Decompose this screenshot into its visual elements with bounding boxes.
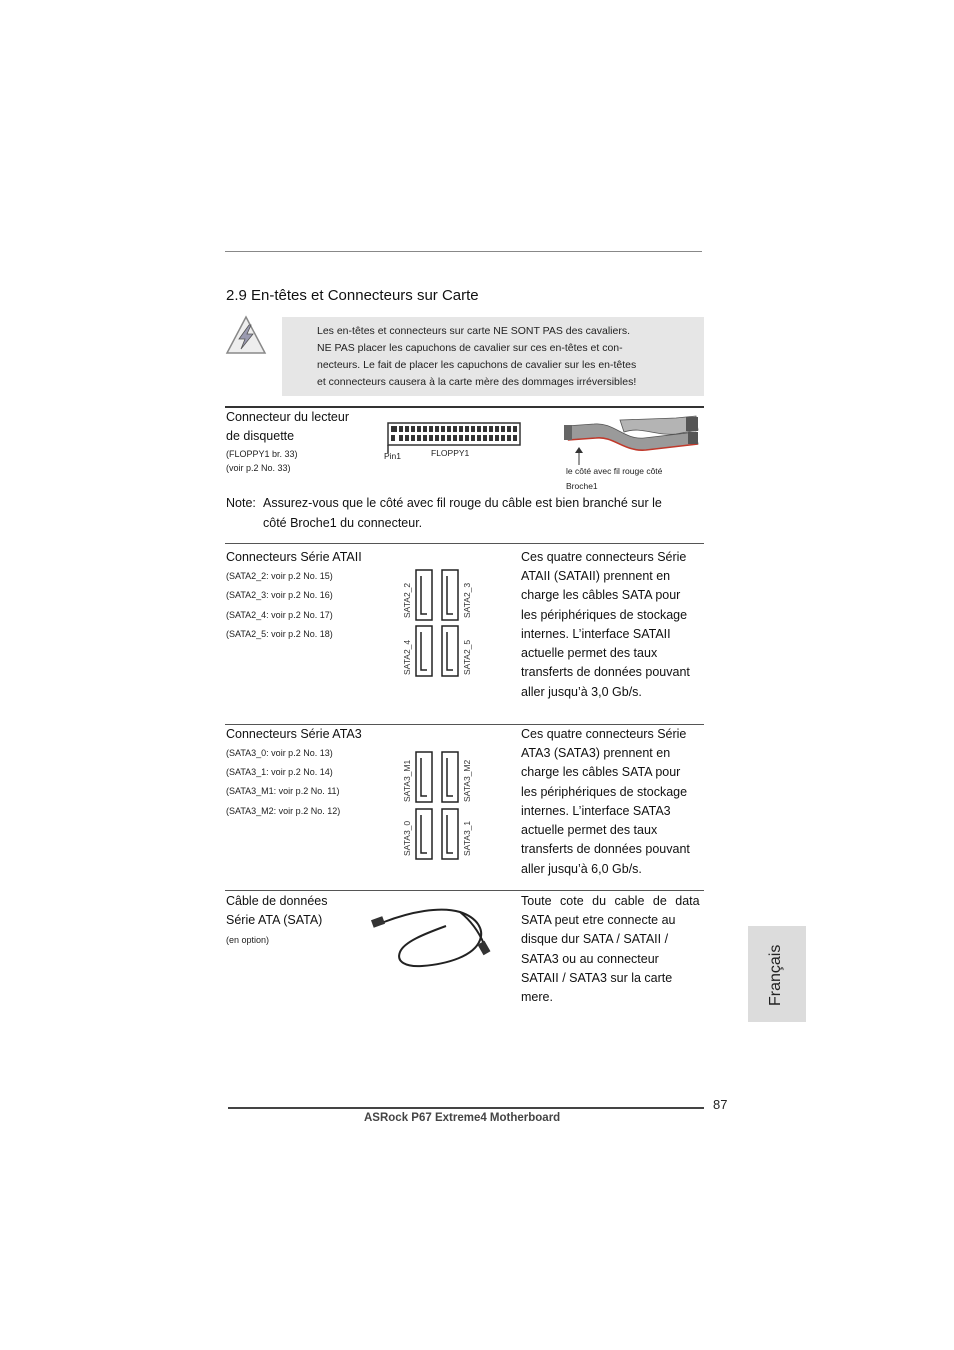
page-number: 87 — [713, 1097, 728, 1112]
cable-title: Série ATA (SATA) — [226, 913, 323, 927]
floppy-title: de disquette — [226, 429, 295, 443]
sata3-ref: (SATA3_0: voir p.2 No. 13) — [226, 748, 333, 758]
language-tab — [748, 926, 806, 1022]
pin1-label: Pin1 — [384, 451, 402, 461]
floppy-ref: (voir p.2 No. 33) — [226, 463, 291, 473]
sata3-ref: (SATA3_M2: voir p.2 No. 12) — [226, 806, 341, 816]
cable-desc-line: disque dur SATA / SATAII / — [521, 932, 669, 946]
warning-line: et connecteurs causera à la carte mère des dommages irréversibles! — [317, 376, 637, 388]
sataii-desc-line: charge les câbles SATA pour — [521, 588, 681, 602]
sataii-desc-line: internes. L’interface SATAII — [521, 627, 671, 641]
port-label: SATA2_2 — [402, 582, 412, 618]
cable-desc-line: SATA peut etre connecte au — [521, 913, 676, 927]
section-divider — [225, 543, 704, 544]
sataii-ref: (SATA2_5: voir p.2 No. 18) — [226, 629, 333, 639]
sata-cable-image — [370, 906, 496, 968]
note-text: côté Broche1 du connecteur. — [263, 516, 423, 530]
floppy-ribbon-cable-image — [564, 414, 700, 452]
arrow-up-icon — [575, 447, 583, 465]
warning-line: Les en-têtes et connecteurs sur carte NE SONT PAS des cavaliers. — [317, 325, 631, 337]
port-label: SATA3_1 — [462, 820, 472, 856]
sata3-desc-line: internes. L’interface SATA3 — [521, 804, 671, 818]
footer-text: ASRock P67 Extreme4 Motherboard — [364, 1112, 561, 1124]
sata3-ref: (SATA3_1: voir p.2 No. 14) — [226, 767, 333, 777]
cable-desc-line: Toute cote du cable de data — [521, 894, 700, 908]
note-text: Assurez-vous que le côté avec fil rouge du câble est bien branché sur le — [263, 496, 662, 510]
footer-rule — [228, 1107, 704, 1109]
sata3-desc-line: aller jusqu’à 6,0 Gb/s. — [521, 862, 642, 876]
sata3-desc-line: les périphériques de stockage — [521, 785, 688, 799]
sataii-desc-line: ATAII (SATAII) prennent en — [521, 569, 671, 583]
cable-title: Câble de données — [226, 894, 328, 908]
sata3-ports-diagram — [414, 750, 460, 862]
cable-caption: le côté avec fil rouge côté — [566, 466, 663, 476]
port-label: SATA2_5 — [462, 639, 472, 675]
port-label: SATA2_4 — [402, 639, 412, 675]
sata3-desc-line: transferts de données pouvant — [521, 842, 690, 856]
cable-desc-line: SATAII / SATA3 sur la carte — [521, 971, 673, 985]
warning-box — [282, 317, 704, 396]
port-label: SATA2_3 — [462, 582, 472, 618]
warning-triangle-icon — [225, 315, 267, 355]
port-label: SATA3_M1 — [402, 759, 412, 802]
note-label: Note: — [226, 496, 256, 510]
section-divider — [225, 890, 704, 891]
port-label: SATA3_0 — [402, 820, 412, 856]
sata3-desc-line: ATA3 (SATA3) prennent en — [521, 746, 671, 760]
section-title: 2.9 En-têtes et Connecteurs sur Carte — [226, 287, 479, 304]
sata3-desc-line: charge les câbles SATA pour — [521, 765, 681, 779]
sataii-desc-line: les périphériques de stockage — [521, 608, 688, 622]
sata3-desc-line: actuelle permet des taux — [521, 823, 658, 837]
cable-caption: Broche1 — [566, 481, 598, 491]
sata3-ref: (SATA3_M1: voir p.2 No. 11) — [226, 786, 340, 796]
cable-option: (en option) — [226, 935, 270, 945]
sataii-desc-line: transferts de données pouvant — [521, 665, 690, 679]
sata3-title: Connecteurs Série ATA3 — [226, 727, 362, 741]
sata3-desc-line: Ces quatre connecteurs Série — [521, 727, 687, 741]
warning-line: NE PAS placer les capuchons de cavalier sur ces en-têtes et con- — [317, 342, 623, 354]
floppy-ref: (FLOPPY1 br. 33) — [226, 449, 298, 459]
cable-desc-line: mere. — [521, 990, 553, 1004]
cable-desc-line: SATA3 ou au connecteur — [521, 952, 659, 966]
sataii-ref: (SATA2_2: voir p.2 No. 15) — [226, 571, 333, 581]
sataii-desc-line: actuelle permet des taux — [521, 646, 658, 660]
top-rule — [225, 251, 702, 252]
sataii-title: Connecteurs Série ATAII — [226, 550, 362, 564]
sataii-ref: (SATA2_4: voir p.2 No. 17) — [226, 610, 333, 620]
sataii-desc-line: Ces quatre connecteurs Série — [521, 550, 687, 564]
port-label: SATA3_M2 — [462, 759, 472, 802]
floppy1-label: FLOPPY1 — [431, 448, 470, 458]
floppy-title: Connecteur du lecteur — [226, 410, 349, 424]
sataii-ref: (SATA2_3: voir p.2 No. 16) — [226, 590, 333, 600]
sataii-desc-line: aller jusqu’à 3,0 Gb/s. — [521, 685, 642, 699]
language-tab-label: Français — [767, 944, 784, 1006]
sataii-ports-diagram — [414, 568, 460, 678]
warning-line: necteurs. Le fait de placer les capuchons de cavalier sur les en-têtes — [317, 359, 637, 371]
